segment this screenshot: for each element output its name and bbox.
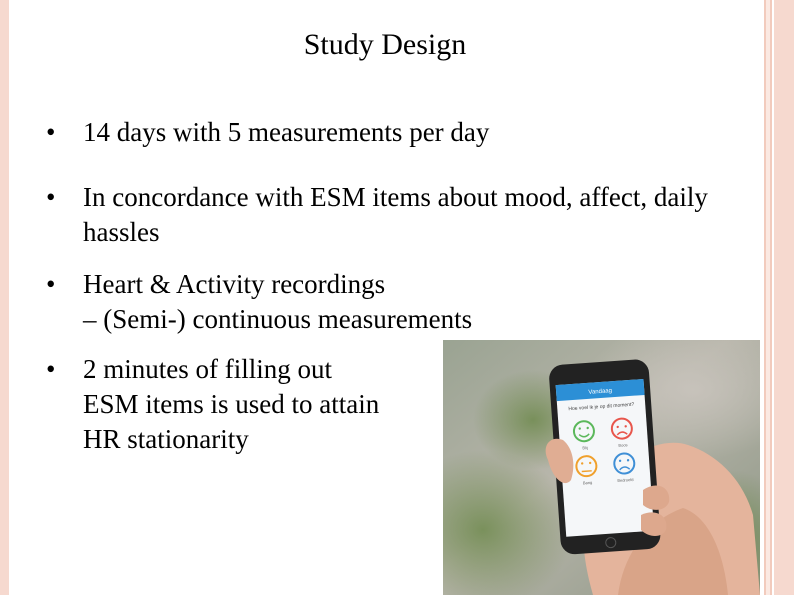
bullet-text-line: HR stationarity (83, 424, 249, 454)
mood-label: Boos (618, 442, 628, 448)
bullet-text: 14 days with 5 measurements per day (83, 117, 490, 147)
hand-holding-phone-image (443, 340, 760, 595)
bullet-text: Heart & Activity recordings (83, 269, 386, 299)
bullet-icon: • (46, 182, 56, 212)
bullet-text-line: ESM items is used to attain (83, 389, 380, 419)
bullet-item (46, 352, 426, 457)
bullet-text: In concordance with ESM items about mood, affect, daily hassles (83, 182, 708, 247)
sub-bullet-text: – (Semi-) continuous measurements (83, 304, 473, 334)
bullet-text-line: 2 minutes of filling out (83, 354, 332, 384)
slide-title: Study Design (303, 28, 467, 61)
bullet-item (46, 267, 756, 337)
mood-label: Bang (582, 479, 593, 486)
mood-label: Blij (582, 445, 588, 451)
bullet-icon: • (46, 269, 56, 299)
bullet-item (46, 180, 756, 250)
bullet-icon: • (46, 117, 56, 147)
bullet-item (46, 115, 756, 150)
left-border (0, 0, 9, 595)
bullet-icon: • (46, 354, 56, 384)
phone-photo (443, 340, 760, 595)
app-question: Hoe voel ik je op dit moment? (568, 401, 635, 413)
app-header-label: Vandaag (588, 388, 613, 396)
right-border-decoration (760, 0, 794, 595)
mood-label: Bedroefd (617, 476, 634, 484)
